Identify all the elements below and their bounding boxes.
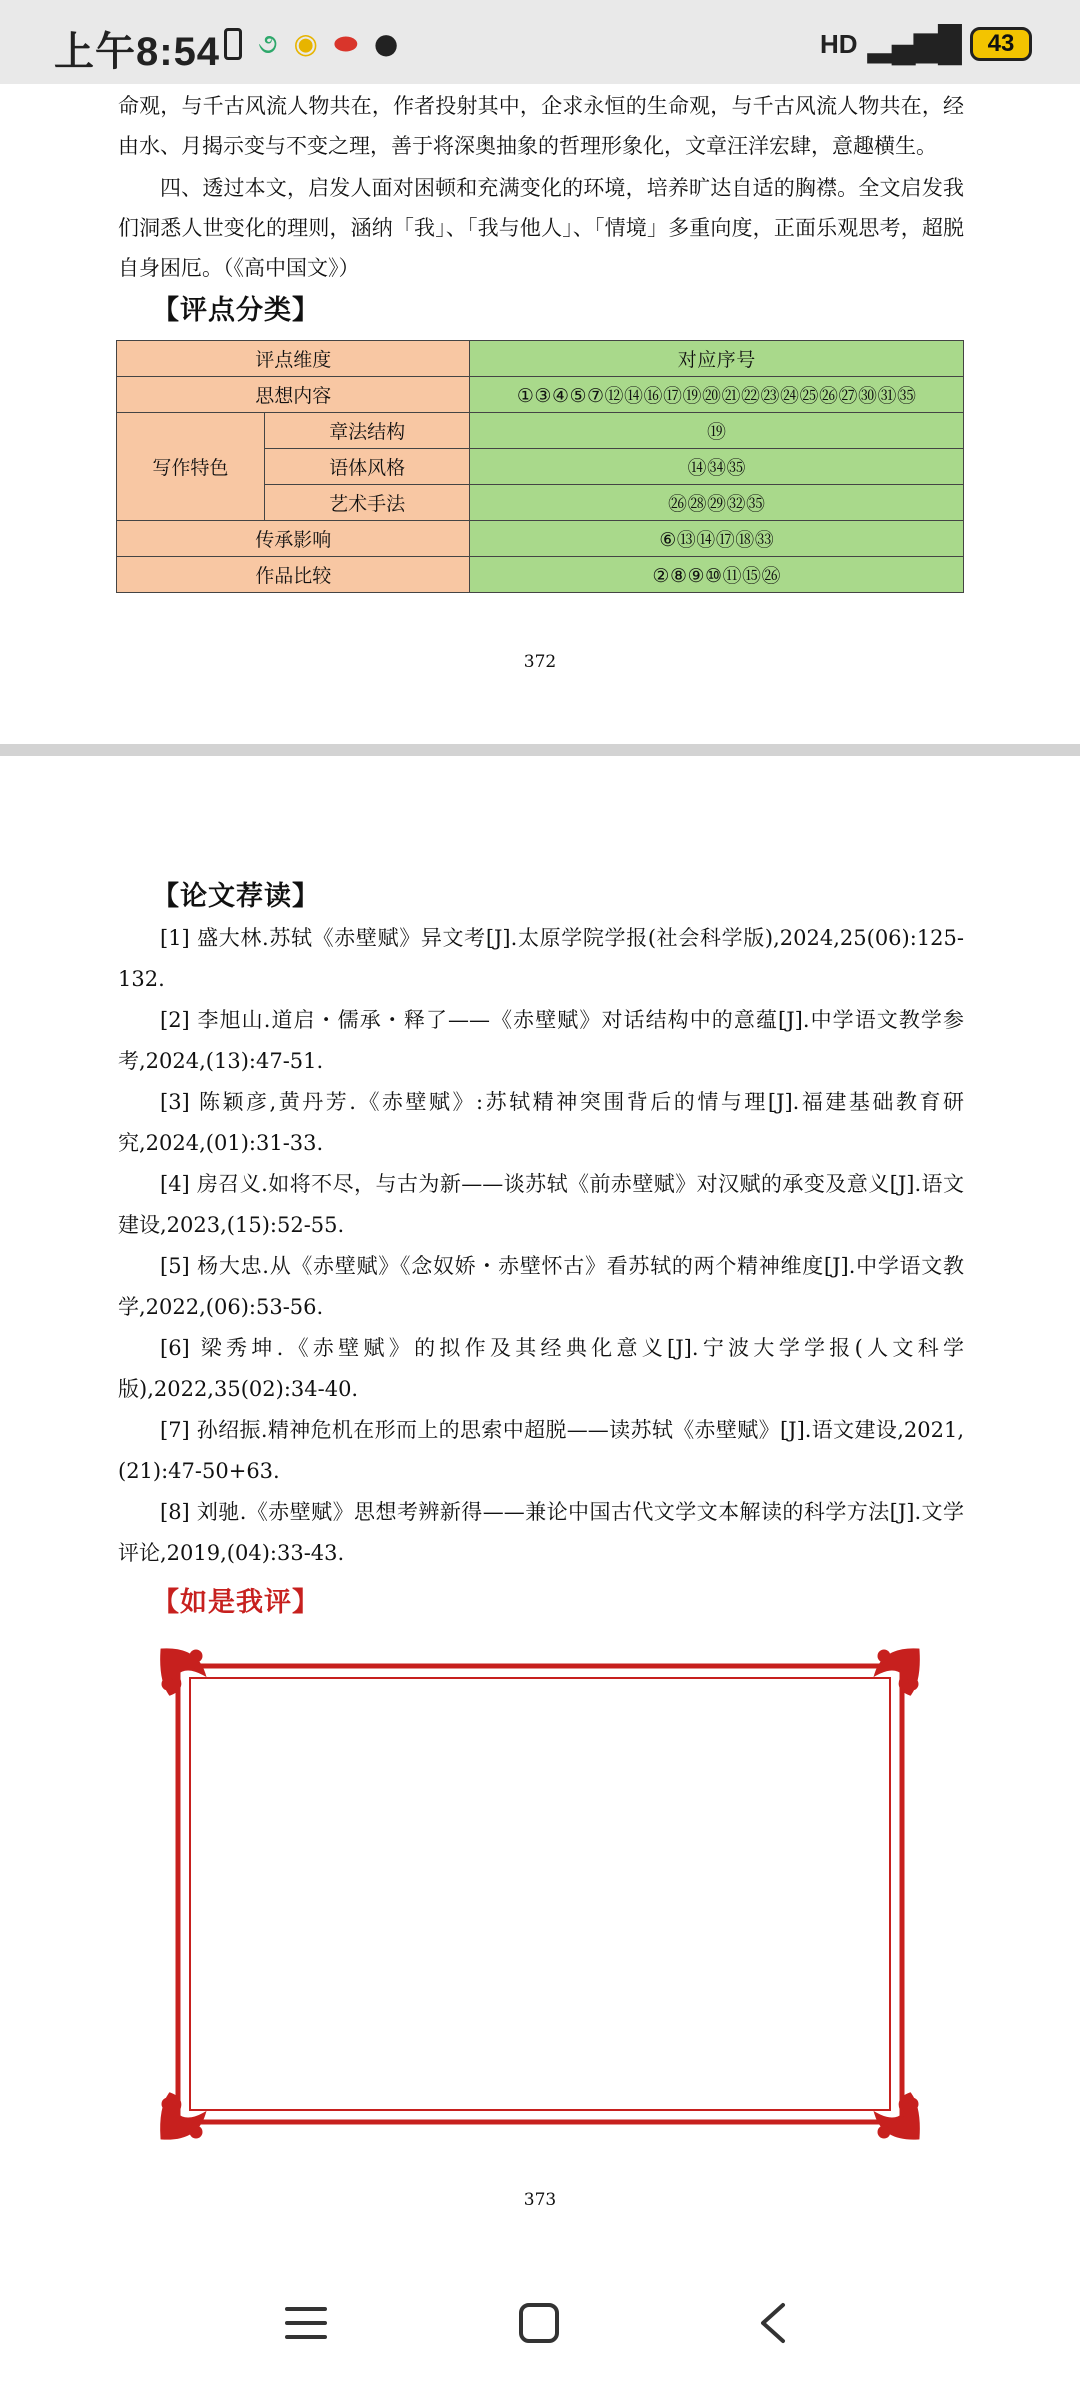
reference-item: [4] 房召义.如将不尽，与古为新——谈苏轼《前赤壁赋》对汉赋的承变及意义[J].语文建设,2023,(15):52-55. [118,1172,964,1237]
table-row [117,377,964,413]
reference-list [118,918,964,1574]
document-page-372 [0,84,1080,744]
status-time: 上午8:54 [54,30,221,74]
reference-item: [2] 李旭山.道启・儒承・释了——《赤壁赋》对话结构中的意蕴[J].中学语文教学参考,2024,(13):47-51. [118,1008,964,1073]
table-cell: ⑲ [470,413,964,449]
table-cell: 思想内容 [117,377,470,413]
table-header-cell: 对应序号 [470,341,964,377]
home-button[interactable] [504,2288,574,2358]
reference-item: [1] 盛大林.苏轼《赤壁赋》异文考[J].太原学院学报(社会科学版),2024,25(06):125-132. [118,926,964,991]
section-title-my-comment: 【如是我评】 [152,1587,320,1618]
back-icon [757,2301,789,2345]
menu-button[interactable] [271,2288,341,2358]
table-cell: 写作特色 [117,413,265,521]
home-icon [518,2302,560,2344]
section-title-recommended-papers: 【论文荐读】 [152,881,320,912]
hd-indicator: HD [819,28,858,59]
reference-item: [6] 梁秀坤.《赤壁赋》的拟作及其经典化意义[J].宁波大学学报(人文科学版),2022,35(02):34-40. [118,1336,964,1401]
system-navigation-bar [0,2246,1080,2400]
reference-item: [3] 陈颖彦,黄丹芳.《赤壁赋》:苏轼精神突围背后的情与理[J].福建基础教育研究,2024,(01):31-33. [118,1090,964,1155]
table-cell: ①③④⑤⑦⑫⑭⑯⑰⑲⑳㉑㉒㉓㉔㉕㉖㉗㉚㉛㉟ [470,377,964,413]
table-cell: ⑥⑬⑭⑰⑱㉝ [470,521,964,557]
more-notifications-icon: ● [373,27,399,60]
sim-card-icon [224,28,242,60]
table-cell: ㉖㉘㉙㉜㉟ [470,485,964,521]
battery-indicator: 43 [970,27,1032,61]
table-row [117,413,964,449]
reference-item: [8] 刘驰.《赤壁赋》思想考辨新得——兼论中国古代文学文本解读的科学方法[J].文学评论,2019,(04):33-43. [118,1500,964,1565]
signal-icon: ▂▄▆█ [867,25,960,63]
back-button[interactable] [738,2288,808,2358]
decorative-comment-frame [156,1644,924,2144]
table-cell: 作品比较 [117,557,470,593]
status-right-group [820,24,1032,64]
paragraph: 命观，与千古风流人物共在，作者投射其中，企求永恒的生命观，与千古风流人物共在，经由水、月揭示变与不变之理，善于将深奥抽象的哲理形象化，文章汪洋宏肆，意趣横生。 [118,94,964,158]
app-notification-icon: ◉ [293,27,318,60]
section-title-classification: 【评点分类】 [152,295,320,326]
table-header-cell: 评点维度 [117,341,470,377]
reference-item: [7] 孙绍振.精神危机在形而上的思索中超脱——读苏轼《赤壁赋》[J].语文建设,2021,(21):47-50+63. [118,1418,964,1483]
classification-table [116,340,964,593]
page-number: 373 [523,2190,557,2210]
table-cell: 语体风格 [264,449,470,485]
notification-icons [224,28,398,60]
table-row [117,521,964,557]
status-bar [0,0,1080,84]
table-cell: 传承影响 [117,521,470,557]
table-cell: ⑭㉞㉟ [470,449,964,485]
paragraph: 四、透过本文，启发人面对困顿和充满变化的环境，培养旷达自适的胸襟。全文启发我们洞悉人世变化的理则，涵纳「我」、「我与他人」、「情境」多重向度，正面乐观思考，超脱自身困厄。（《高中国文》） [118,176,964,280]
app-notification-icon: ⬬ [333,27,358,60]
menu-icon [284,2304,328,2342]
page-number: 372 [523,652,557,672]
document-page-373 [0,756,1080,2246]
reference-item: [5] 杨大忠.从《赤壁赋》《念奴娇・赤壁怀古》看苏轼的两个精神维度[J].中学语文教学,2022,(06):53-56. [118,1254,964,1319]
table-cell: 章法结构 [264,413,470,449]
table-row [117,341,964,377]
table-row [117,557,964,593]
page-divider [0,744,1080,756]
app-notification-icon: ૭ [258,27,278,60]
table-cell: 艺术手法 [264,485,470,521]
table-cell: ②⑧⑨⑩⑪⑮㉖ [470,557,964,593]
